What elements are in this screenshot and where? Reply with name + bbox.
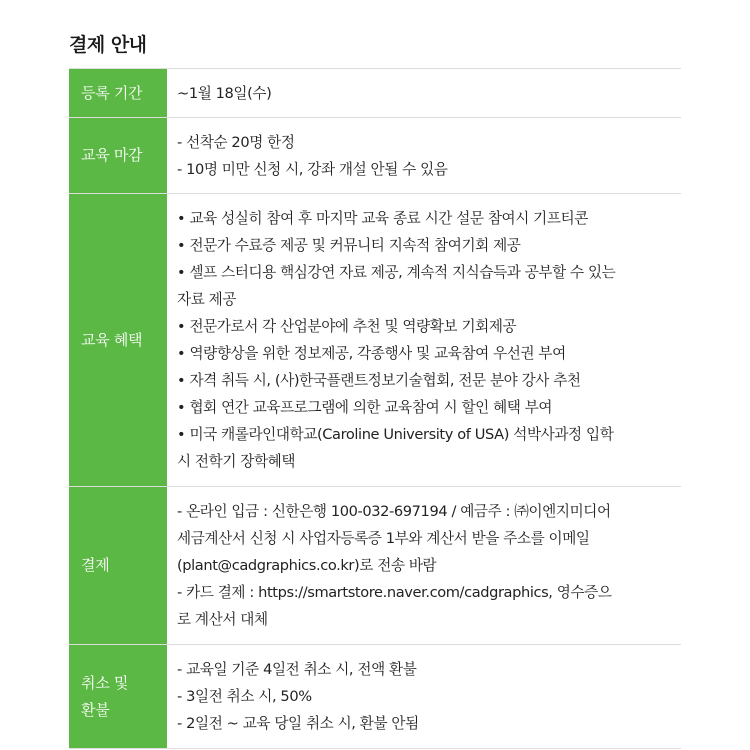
text-line: - 10명 미만 신청 시, 강좌 개설 안될 수 있음	[177, 160, 448, 178]
text-line: • 자격 취득 시, (사)한국플랜트정보기술협회, 전문 분야 강사 추천	[177, 372, 581, 389]
text-line: • 협회 연간 교육프로그램에 의한 교육참여 시 할인 혜택 부여	[177, 399, 553, 416]
table-row-benefits	[69, 194, 681, 487]
row-label-benefits: 교육 혜택	[69, 194, 167, 487]
text-line: - 선착순 20명 한정	[177, 133, 295, 151]
text-line: • 셀프 스터디용 핵심강연 자료 제공, 계속적 지식습득과 공부할 수 있는	[177, 264, 616, 281]
text-line: - 3일전 취소 시, 50%	[177, 688, 312, 705]
table-row-refund	[69, 645, 681, 749]
text-line: 자료 제공	[177, 291, 237, 308]
text-line: 세금계산서 신청 시 사업자등록증 1부와 계산서 받을 주소를 이메일	[177, 530, 590, 547]
text-line: • 미국 캐롤라인대학교(Caroline University of USA) 석박사과정 입학	[177, 426, 614, 443]
table-row-deadline	[69, 118, 681, 194]
row-label-registration-period: 등록 기간	[69, 69, 167, 118]
row-value-benefits	[167, 194, 681, 487]
text-line: ~1월 18일(수)	[177, 84, 272, 102]
text-line: - 2일전 ~ 교육 당일 취소 시, 환불 안됨	[177, 715, 419, 732]
row-label-line: 취소 및	[81, 673, 129, 692]
row-value-payment	[167, 487, 681, 645]
row-label-refund	[69, 645, 167, 749]
row-label-deadline: 교육 마감	[69, 118, 167, 194]
text-line: 시 전학기 장학혜택	[177, 453, 296, 470]
table-row-payment	[69, 487, 681, 645]
payment-info-table	[69, 68, 681, 749]
text-line: • 전문가로서 각 산업분야에 추천 및 역량확보 기회제공	[177, 318, 517, 335]
text-line: - 카드 결제 : https://smartstore.naver.com/cadgraphics, 영수증으	[177, 584, 612, 601]
text-line: • 교육 성실히 참여 후 마지막 교육 종료 시간 설문 참여시 기프티콘	[177, 210, 588, 227]
text-line: (plant@cadgraphics.co.kr)로 전송 바람	[177, 557, 437, 574]
row-value-deadline	[167, 118, 681, 194]
text-line: • 전문가 수료증 제공 및 커뮤니티 지속적 참여기회 제공	[177, 237, 521, 254]
row-value-refund	[167, 645, 681, 749]
text-line: - 온라인 입금 : 신한은행 100-032-697194 / 예금주 : ㈜이엔지미디어	[177, 503, 611, 520]
table-row-registration-period	[69, 69, 681, 118]
text-line: • 역량향상을 위한 정보제공, 각종행사 및 교육참여 우선권 부여	[177, 345, 566, 362]
text-line: - 교육일 기준 4일전 취소 시, 전액 환불	[177, 661, 417, 678]
text-line: 로 계산서 대체	[177, 611, 268, 628]
row-label-payment: 결제	[69, 487, 167, 645]
page-title: 결제 안내	[69, 34, 147, 56]
row-label-line: 환불	[81, 700, 110, 719]
row-value-registration-period	[167, 69, 681, 118]
